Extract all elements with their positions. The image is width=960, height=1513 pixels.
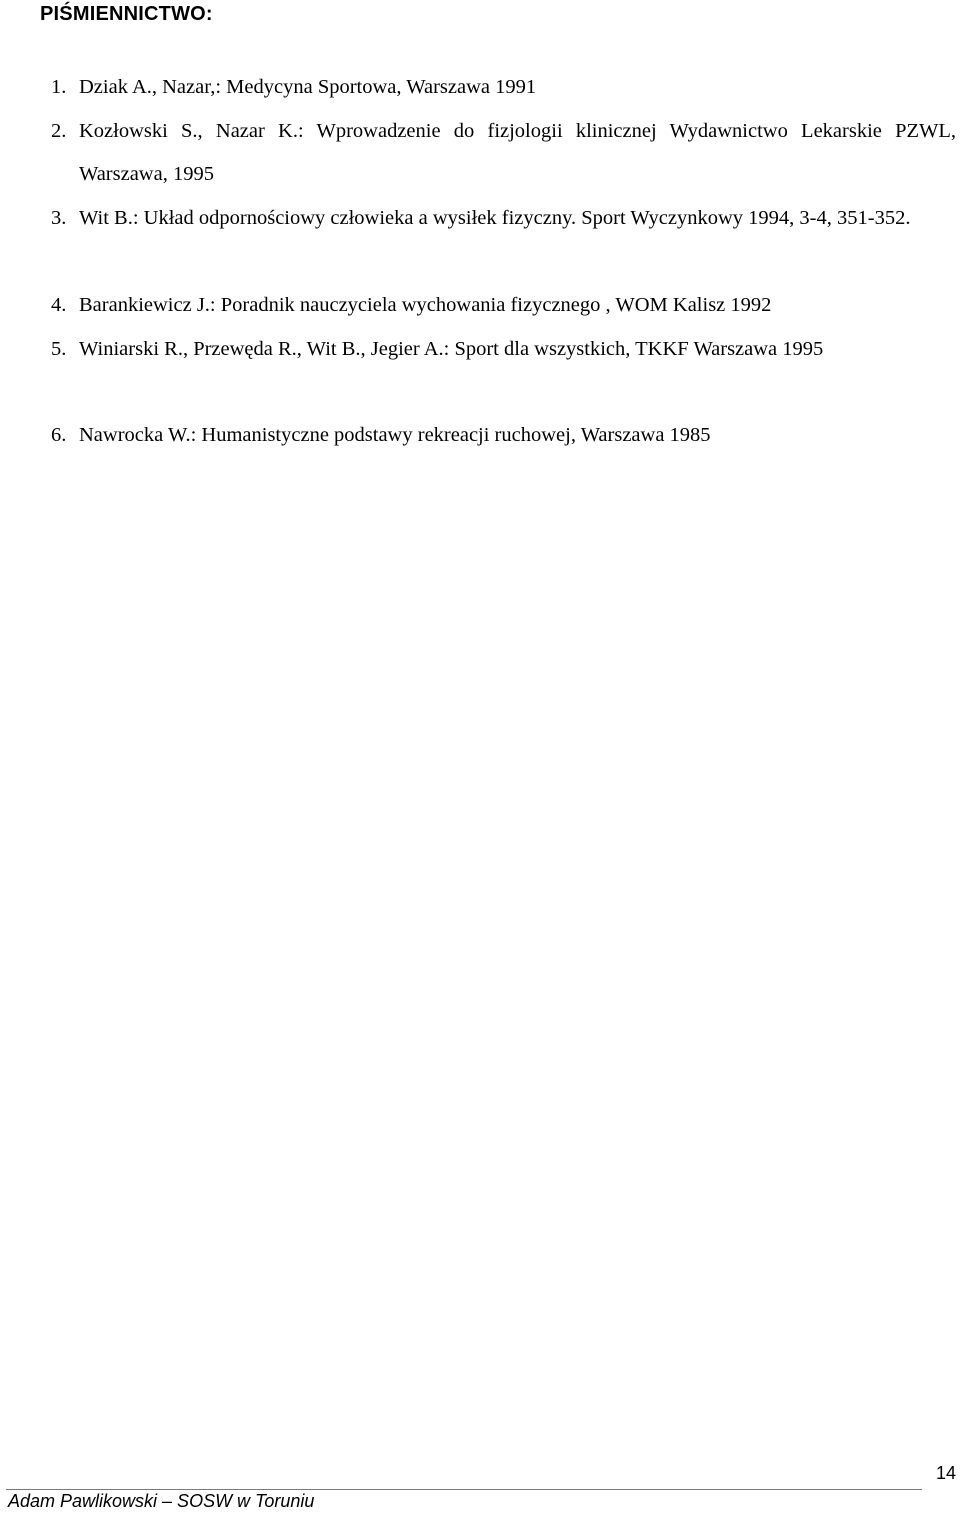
reference-number: 4. [51, 294, 67, 316]
footer-author: Adam Pawlikowski – SOSW w Toruniu [8, 1491, 315, 1511]
reference-number: 1. [51, 76, 67, 98]
footer-divider [6, 1489, 922, 1490]
reference-item-4 [51, 284, 956, 327]
reference-item-2 [51, 110, 956, 196]
reference-text: Nawrocka W.: Humanistyczne podstawy rekreacji ruchowej, Warszawa 1985 [79, 424, 711, 446]
section-heading: PIŚMIENNICTWO: [40, 3, 213, 25]
reference-number: 5. [51, 338, 67, 360]
reference-text: Wit B.: Układ odpornościowy człowieka a wysiłek fizyczny. Sport Wyczynkowy 1994, 3-4, 351-352. [79, 207, 911, 229]
reference-text: Winiarski R., Przewęda R., Wit B., Jegier A.: Sport dla wszystkich, TKKF Warszawa 1995 [79, 338, 824, 360]
reference-item-5 [51, 328, 956, 371]
reference-item-3 [51, 197, 956, 240]
reference-number: 2. [51, 120, 67, 142]
reference-item-1 [51, 66, 956, 109]
reference-item-6 [51, 414, 956, 457]
page-number: 14 [935, 1463, 956, 1483]
reference-number: 6. [51, 424, 67, 446]
reference-number: 3. [51, 207, 67, 229]
reference-text: Kozłowski S., Nazar K.: Wprowadzenie do fizjologii klinicznej Wydawnictwo Lekarskie PZWL, Warszawa, 1995 [79, 120, 956, 185]
reference-text: Dziak A., Nazar,: Medycyna Sportowa, Warszawa 1991 [79, 76, 537, 98]
reference-text: Barankiewicz J.: Poradnik nauczyciela wychowania fizycznego , WOM Kalisz 1992 [79, 294, 772, 316]
